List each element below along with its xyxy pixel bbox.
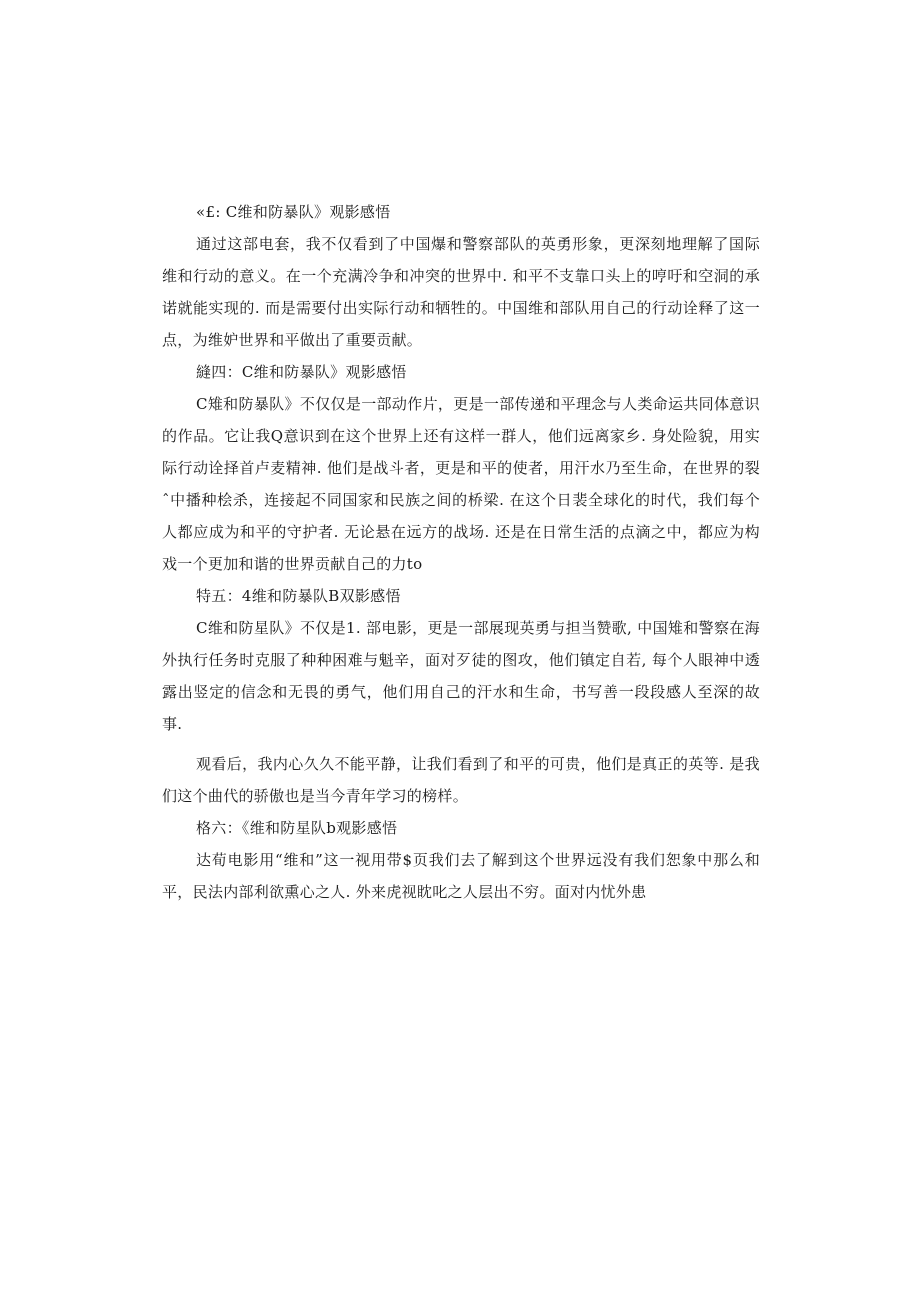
section-heading-6: 格六：《维和防星队b观影感悟 <box>196 819 398 837</box>
section-heading-5: 特五：4维和防暴队B双影感悟 <box>196 587 401 605</box>
section-paragraph: 达荀电影用“维和”这一视用带$页我们去了解到这个世界远没有我们恕象中那么和平，民法内部利欲熏心之人. 外来虎视眈叱之人层出不穷。面对内忧外患 <box>162 851 760 901</box>
section-paragraph: 通过这部电套，我不仅看到了中国爆和警察部队的英勇形象，更深刻地理解了国际维和行动的意义。在一个充满冷争和冲突的世界中. 和平不支靠口头上的哼吁和空洞的承诺就能实现的. 而是需要付出实际行动和牺牲的。中国维和部队用自己的行动诠释了这一点，为维妒世界和平做出了重要贡献。 <box>162 235 760 349</box>
paragraph-gap <box>162 740 760 748</box>
section-heading-4: 縫四：C维和防暴队》观影感悟 <box>196 363 407 381</box>
document-body <box>162 196 760 908</box>
section-paragraph: C维和防星队》不仅是1. 部电影，更是一部展现英勇与担当赞歌, 中国雉和警察在海外执行任务时克服了种种困难与魁辛，面对歹徒的图攻，他们镇定自若, 每个人眼神中透露出竖定的信念和无畏的勇气，他们用自己的汗水和生命，书写善一段段感人至深的故事. <box>162 619 760 733</box>
section-paragraph: 观看后，我内心久久不能平静，让我们看到了和平的可贵，他们是真正的英等. 是我们这个曲代的骄傲也是当今青年学习的榜样。 <box>162 755 760 805</box>
section-paragraph: C雉和防暴队》不仅仅是一部动作片，更是一部传递和平理念与人类命运共同体意识的作品。它让我Q意识到在这个世界上还有这样一群人，他们远离家乡. 身处险貌，用实际行动诠择首卢麦精神. 他们是战斗者，更是和平的使者，用汗水乃至生命，在世界的裂ˆ中播种桧杀，连接起不同国家和民族之间的桥梁. 在这个日裴全球化的时代，我们每个人都应成为和平的守护者. 无论悬在远方的战场. 还是在日常生活的点滴之中，都应为构戏一个更加和谐的世界贡献自己的力to <box>162 395 760 573</box>
section-heading-3: «£: C维和防暴队》观影感悟 <box>196 203 391 221</box>
